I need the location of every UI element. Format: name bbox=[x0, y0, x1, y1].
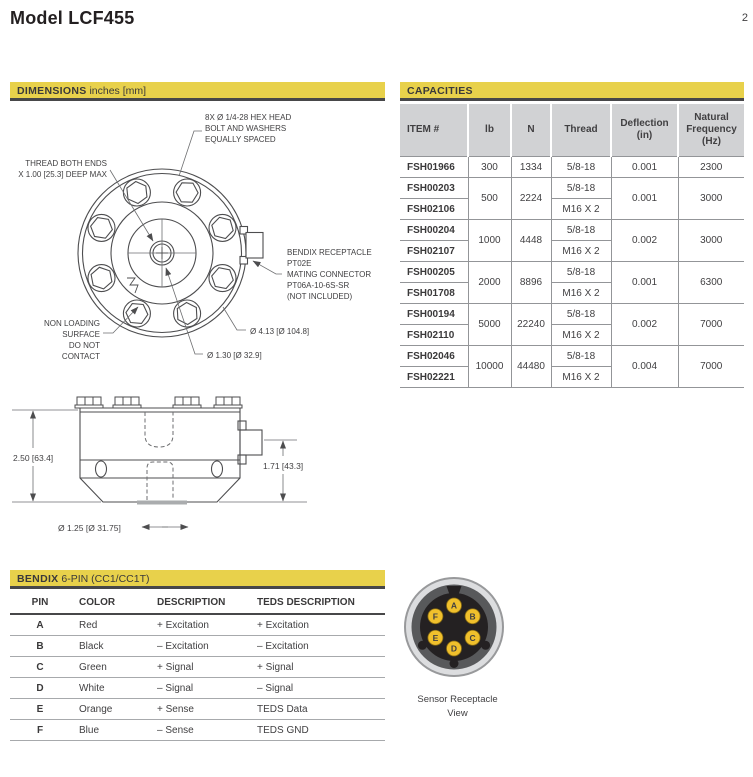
color-cell: White bbox=[70, 678, 148, 699]
col-header-item: ITEM # bbox=[400, 104, 468, 157]
teds-cell: TEDS GND bbox=[248, 720, 385, 741]
loading-button bbox=[137, 501, 187, 505]
capacities-section-header bbox=[400, 82, 744, 101]
lb-cell: 2000 bbox=[468, 262, 511, 304]
deflection-cell: 0.002 bbox=[611, 304, 678, 346]
thread-cell: 5/8-18 bbox=[551, 157, 611, 178]
receptacle-annotation-line5: (NOT INCLUDED) bbox=[287, 292, 353, 301]
color-cell: Blue bbox=[70, 720, 148, 741]
pin-cell: A bbox=[10, 614, 70, 636]
col-header-teds: TEDS DESCRIPTION bbox=[248, 592, 385, 614]
col-header-pin: PIN bbox=[10, 592, 70, 614]
center-diameter-label: Ø 1.30 [Ø 32.9] bbox=[207, 351, 262, 360]
pin-label-c: C bbox=[469, 632, 476, 643]
lb-cell: 10000 bbox=[468, 346, 511, 388]
dimensions-drawing bbox=[10, 100, 390, 562]
n-cell: 8896 bbox=[511, 262, 551, 304]
item-number-cell: FSH02046 bbox=[400, 346, 468, 367]
pin-cell: D bbox=[10, 678, 70, 699]
item-number-cell: FSH02221 bbox=[400, 367, 468, 388]
thread-cell: 5/8-18 bbox=[551, 178, 611, 199]
n-cell: 4448 bbox=[511, 220, 551, 262]
receptacle-top-view bbox=[240, 227, 263, 265]
capacities-table bbox=[400, 104, 744, 388]
deflection-cell: 0.002 bbox=[611, 220, 678, 262]
receptacle-side-view bbox=[238, 421, 262, 464]
teds-cell: TEDS Data bbox=[248, 699, 385, 720]
thread-cell: M16 X 2 bbox=[551, 325, 611, 346]
hidden-bore-lines bbox=[145, 412, 173, 500]
page-title: Model LCF455 bbox=[10, 8, 135, 28]
outer-diameter-label: Ø 4.13 [Ø 104.8] bbox=[250, 327, 310, 336]
item-number-cell: FSH00205 bbox=[400, 262, 468, 283]
teds-cell: + Signal bbox=[248, 657, 385, 678]
capacities-title: CAPACITIES bbox=[407, 85, 473, 97]
thread-cell: 5/8-18 bbox=[551, 304, 611, 325]
surface-mark bbox=[127, 278, 138, 293]
description-cell: + Signal bbox=[148, 657, 248, 678]
table-row bbox=[10, 657, 385, 678]
thread-cell: 5/8-18 bbox=[551, 220, 611, 241]
bendix-title: BENDIX bbox=[17, 573, 59, 585]
deflection-cell: 0.001 bbox=[611, 262, 678, 304]
bendix-header-row bbox=[10, 592, 385, 614]
item-number-cell: FSH00203 bbox=[400, 178, 468, 199]
teds-cell: – Signal bbox=[248, 678, 385, 699]
teds-cell: + Excitation bbox=[248, 614, 385, 636]
table-row bbox=[400, 220, 744, 241]
pin-label-b: B bbox=[469, 611, 476, 622]
side-view-bolts bbox=[75, 397, 242, 408]
col-header-thread: Thread bbox=[551, 104, 611, 157]
lb-cell: 1000 bbox=[468, 220, 511, 262]
bendix-subtitle: 6-PIN (CC1/CC1T) bbox=[58, 573, 150, 585]
table-row bbox=[10, 614, 385, 636]
thread-cell: M16 X 2 bbox=[551, 241, 611, 262]
pin-label-f: F bbox=[432, 611, 439, 622]
non-loading-line2: SURFACE bbox=[62, 330, 100, 339]
teds-cell: – Excitation bbox=[248, 636, 385, 657]
dimensions-title: DIMENSIONS bbox=[17, 85, 87, 97]
dimensions-section-header bbox=[10, 82, 385, 101]
lb-cell: 500 bbox=[468, 178, 511, 220]
non-loading-line1: NON LOADING bbox=[43, 319, 100, 328]
bendix-pin-table bbox=[10, 592, 385, 741]
bolt-annotation-line2: BOLT AND WASHERS bbox=[205, 124, 287, 133]
bolt-annotation-line3: EQUALLY SPACED bbox=[205, 135, 276, 144]
table-row bbox=[400, 304, 744, 325]
table-row bbox=[400, 262, 744, 283]
bolt-annotation-line1: 8X Ø 1/4-28 HEX HEAD bbox=[205, 113, 292, 122]
thread-cell: M16 X 2 bbox=[551, 367, 611, 388]
pin-cell: E bbox=[10, 699, 70, 720]
frequency-cell: 3000 bbox=[678, 178, 744, 220]
thread-cell: M16 X 2 bbox=[551, 199, 611, 220]
item-number-cell: FSH02110 bbox=[400, 325, 468, 346]
table-row bbox=[10, 678, 385, 699]
frequency-cell: 7000 bbox=[678, 304, 744, 346]
pin-cell: B bbox=[10, 636, 70, 657]
pin-label-e: E bbox=[432, 632, 439, 643]
item-number-cell: FSH01708 bbox=[400, 283, 468, 304]
color-cell: Black bbox=[70, 636, 148, 657]
description-cell: + Excitation bbox=[148, 614, 248, 636]
deflection-cell: 0.001 bbox=[611, 178, 678, 220]
description-cell: – Excitation bbox=[148, 636, 248, 657]
table-row bbox=[10, 636, 385, 657]
description-cell: – Sense bbox=[148, 720, 248, 741]
table-row bbox=[400, 346, 744, 367]
frequency-cell: 6300 bbox=[678, 262, 744, 304]
pin-label-d: D bbox=[450, 643, 458, 654]
non-loading-line3: DO NOT bbox=[68, 341, 100, 350]
n-cell: 44480 bbox=[511, 346, 551, 388]
n-cell: 22240 bbox=[511, 304, 551, 346]
pin-label-a: A bbox=[450, 600, 458, 611]
table-row bbox=[10, 699, 385, 720]
item-number-cell: FSH01966 bbox=[400, 157, 468, 178]
color-cell: Green bbox=[70, 657, 148, 678]
load-cell-top-view bbox=[78, 131, 282, 354]
thread-annotation-line2: X 1.00 [25.3] DEEP MAX bbox=[18, 170, 107, 179]
col-header-color: COLOR bbox=[70, 592, 148, 614]
thread-cell: M16 X 2 bbox=[551, 283, 611, 304]
item-number-cell: FSH00194 bbox=[400, 304, 468, 325]
col-header-deflection: Deflection (in) bbox=[611, 104, 678, 157]
frequency-cell: 3000 bbox=[678, 220, 744, 262]
deflection-cell: 0.001 bbox=[611, 157, 678, 178]
item-number-cell: FSH02107 bbox=[400, 241, 468, 262]
receptacle-caption-line2: View bbox=[447, 708, 468, 719]
base-diameter-label: Ø 1.25 [Ø 31.75] bbox=[58, 523, 121, 533]
table-row bbox=[400, 178, 744, 199]
item-number-cell: FSH02106 bbox=[400, 199, 468, 220]
item-number-cell: FSH00204 bbox=[400, 220, 468, 241]
color-cell: Orange bbox=[70, 699, 148, 720]
thread-cell: 5/8-18 bbox=[551, 346, 611, 367]
capacities-header-row bbox=[400, 104, 744, 157]
table-row bbox=[10, 720, 385, 741]
bendix-section-header bbox=[10, 570, 385, 589]
non-loading-line4: CONTACT bbox=[61, 352, 100, 361]
description-cell: + Sense bbox=[148, 699, 248, 720]
total-height-label: 2.50 [63.4] bbox=[13, 453, 54, 463]
thread-cell: 5/8-18 bbox=[551, 262, 611, 283]
deflection-cell: 0.004 bbox=[611, 346, 678, 388]
lb-cell: 300 bbox=[468, 157, 511, 178]
frequency-cell: 7000 bbox=[678, 346, 744, 388]
receptacle-caption-line1: Sensor Receptacle bbox=[417, 694, 498, 705]
col-header-frequency: Natural Frequency (Hz) bbox=[678, 104, 744, 157]
receptacle-caption bbox=[400, 693, 515, 721]
thread-annotation-line1: THREAD BOTH ENDS bbox=[25, 159, 107, 168]
col-header-lb: lb bbox=[468, 104, 511, 157]
receptacle-annotation-line1: BENDIX RECEPTACLE bbox=[287, 248, 372, 257]
col-header-n: N bbox=[511, 104, 551, 157]
page-number: 2 bbox=[741, 12, 748, 24]
receptacle-annotation-line2: PT02E bbox=[287, 259, 312, 268]
description-cell: – Signal bbox=[148, 678, 248, 699]
receptacle-annotation-line4: PT06A-10-6S-SR bbox=[287, 281, 350, 290]
receptacle-annotation-line3: MATING CONNECTOR bbox=[287, 270, 372, 279]
connector-height-label: 1.71 [43.3] bbox=[263, 461, 304, 471]
dimensions-subtitle: inches [mm] bbox=[89, 85, 147, 97]
color-cell: Red bbox=[70, 614, 148, 636]
table-row bbox=[400, 157, 744, 178]
frequency-cell: 2300 bbox=[678, 157, 744, 178]
side-view-labels bbox=[13, 453, 303, 533]
n-cell: 2224 bbox=[511, 178, 551, 220]
sensor-receptacle-diagram bbox=[400, 575, 515, 687]
n-cell: 1334 bbox=[511, 157, 551, 178]
pin-cell: C bbox=[10, 657, 70, 678]
col-header-description: DESCRIPTION bbox=[148, 592, 248, 614]
lb-cell: 5000 bbox=[468, 304, 511, 346]
pin-cell: F bbox=[10, 720, 70, 741]
